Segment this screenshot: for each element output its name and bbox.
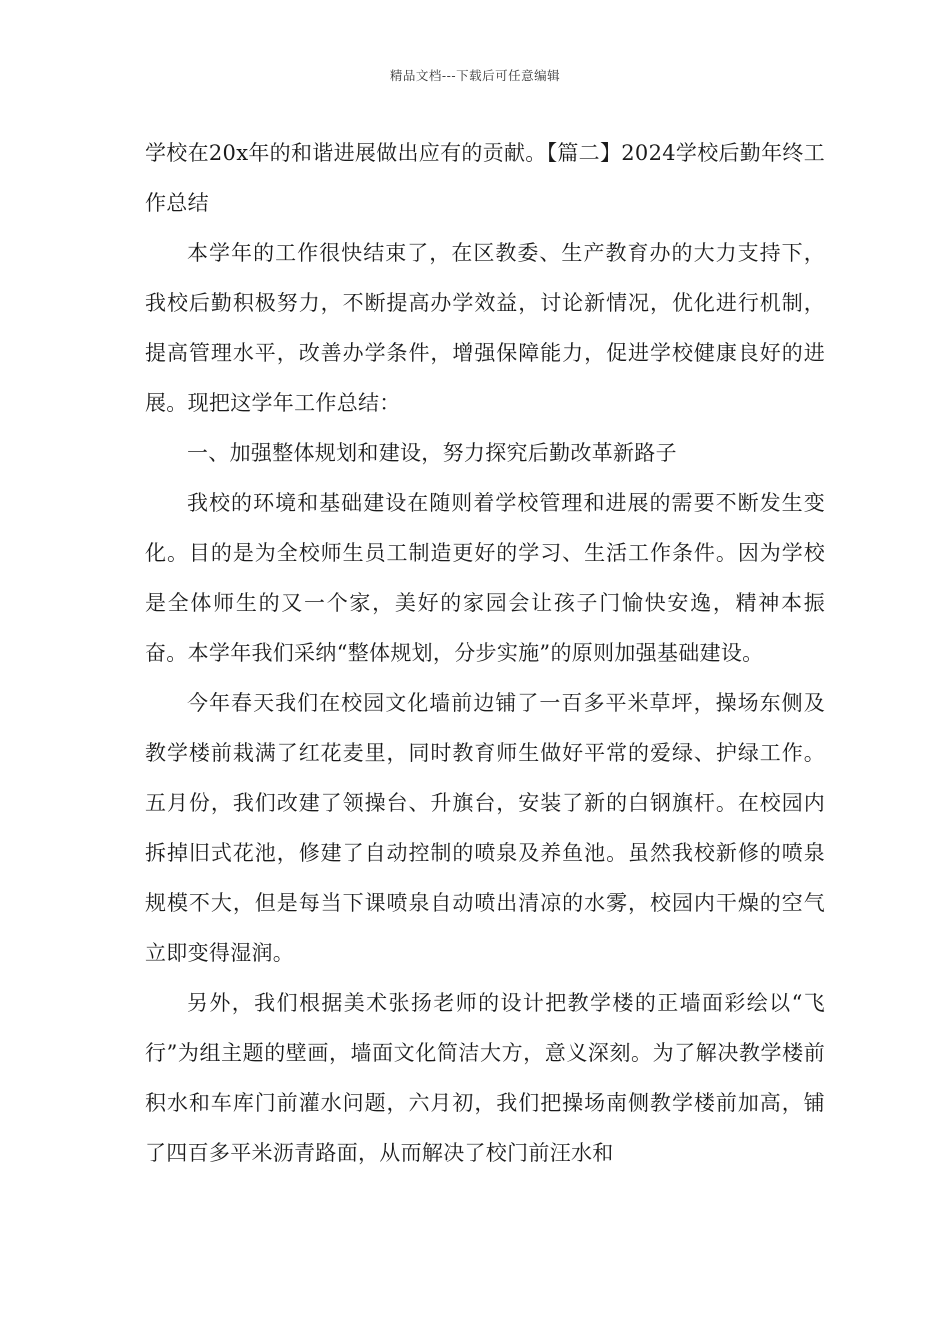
paragraph-5: 另外，我们根据美术张扬老师的设计把教学楼的正墙面彩绘以“飞行”为组主题的壁画，墙面文化简洁大方，意义深刻。为了解决教学楼前积水和车库门前灌水问题，六月初，我们把操场南侧教学楼前加高，铺了四百多平米沥青路面，从而解决了校门前汪水和 <box>145 991 825 1165</box>
paragraph-3: 我校的环境和基础建设在随则着学校管理和进展的需要不断发生变化。目的是为全校师生员工制造更好的学习、生活工作条件。因为学校是全体师生的又一个家，美好的家园会让孩子门愉快安逸，精神本振奋。本学年我们采纳“整体规划，分步实施”的原则加强基础建设。 <box>145 491 825 665</box>
paragraph-1: 学校在20x年的和谐进展做出应有的贡献。【篇二】2024学校后勤年终工作总结 <box>145 141 826 215</box>
page-header: 精品文档---下载后可任意编辑 <box>389 68 561 83</box>
paragraph-2: 本学年的工作很快结束了，在区教委、生产教育办的大力支持下，我校后勤积极努力，不断提高办学效益，讨论新情况，优化进行机制，提高管理水平，改善办学条件，增强保障能力，促进学校健康良好的进展。现把这学年工作总结： <box>145 241 825 415</box>
paragraph-4: 今年春天我们在校园文化墙前边铺了一百多平米草坪，操场东侧及教学楼前栽满了红花麦里，同时教育师生做好平常的爱绿、护绿工作。五月份，我们改建了领操台、升旗台，安装了新的白钢旗杆。在校园内拆掉旧式花池，修建了自动控制的喷泉及养鱼池。虽然我校新修的喷泉规模不大，但是每当下课喷泉自动喷出清凉的水雾，校园内干燥的空气立即变得湿润。 <box>145 691 825 965</box>
document-body <box>145 128 825 1178</box>
section-heading: 一、加强整体规划和建设，努力探究后勤改革新路子 <box>187 441 677 465</box>
